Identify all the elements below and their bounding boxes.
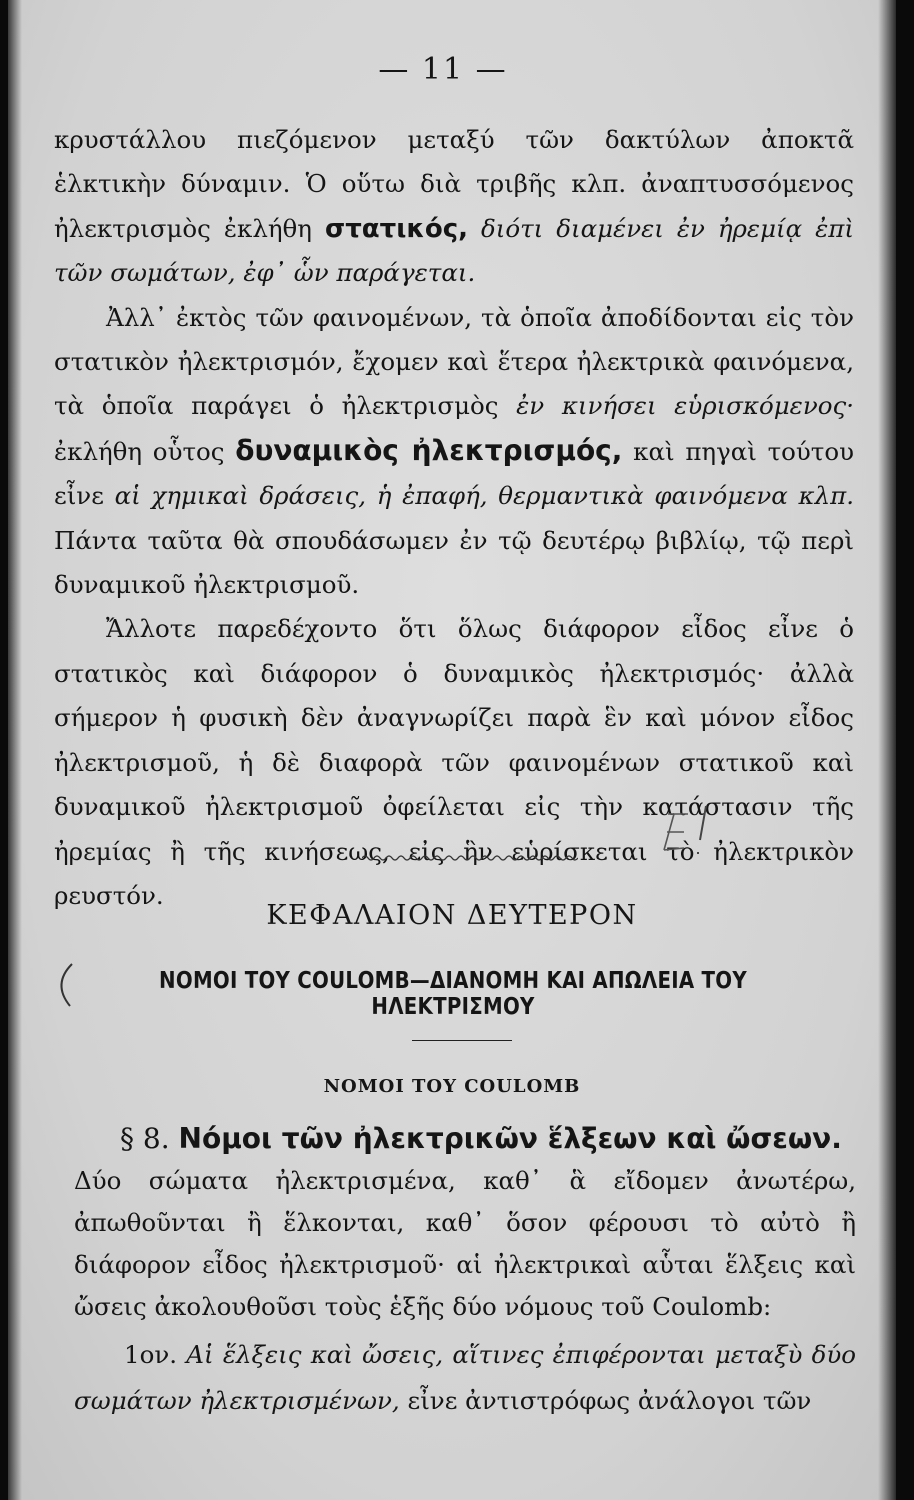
paragraph-3: Ἄλλοτε παρεδέχοντο ὅτι ὅλως διάφορον εἶδος εἶνε ὁ στατικὸς καὶ διάφορον ὁ δυναμικὸς ἠλεκτρισμός· ἀλλὰ σήμερον ἡ φυσικὴ δὲν ἀναγνωρίζει παρὰ ἓν καὶ μόνον εἶδος ἠλεκτρισμοῦ, ἡ δὲ διαφορὰ τῶν φαινομένων στατικοῦ καὶ δυναμικοῦ ἠλεκτρισμοῦ ὀφείλεται εἰς τὴν κατάστασιν τῆς ἠρεμίας ἢ τῆς κινήσεως, εἰς ἣν εὑρίσκεται τὸ ἠλεκτρικὸν ρευστόν.: [54, 614, 854, 910]
paragraph-2: Ἀλλ᾽ ἐκτὸς τῶν φαινομένων, τὰ ὁποῖα ἀποδίδονται εἰς τὸν στατικὸν ἠλεκτρισμόν, ἔχομεν καὶ ἕτερα ἠλεκτρικὰ φαινόμενα, τὰ ὁποῖα παράγει ὁ ἠλεκτρισμὸς ἐν κινήσει εὑρισκόμενος· ἐκλήθη οὗτος δυναμικὸς ἠλεκτρισμός, καὶ πηγαὶ τούτου εἶνε αἱ χημικαὶ δράσεις, ἡ ἐπαφή, θερμαντικὰ φαινόμενα κλπ. Πάντα ταῦτα θὰ σπουδάσωμεν ἐν τῷ δευτέρῳ βιβλίῳ, τῷ περὶ δυναμικοῦ ἠλεκτρισμοῦ.: [54, 302, 855, 600]
chapter-title: ΚΕΦΑΛΑΙΟΝ ΔΕΥΤΕΡΟΝ: [266, 900, 638, 931]
law-number: 1ον.: [124, 1340, 178, 1369]
page-edge-shadow: [878, 0, 896, 1500]
handwritten-note: [658, 800, 728, 860]
chapter-subtitle: ΝΟΜΟΙ ΤΟΥ COULOMB—ΔΙΑΝΟΜΗ ΚΑΙ ΑΠΩΛΕΙΑ ΤΟΥ ΗΛΕΚΤΡΙΣΜΟΥ: [159, 968, 747, 1020]
paragraph-heading: [120, 1122, 842, 1155]
bold-term-dynamic: δυναμικὸς ἠλεκτρισμός,: [235, 433, 623, 467]
section-title: Νόμοι τῶν ἠλεκτρικῶν ἕλξεων καὶ ὤσεων.: [178, 1122, 842, 1155]
wavy-divider: [362, 852, 578, 864]
book-page: [8, 0, 896, 1500]
paragraph-1: κρυστάλλου πιεζόμενον μεταξύ τῶν δακτύλων ἀποκτᾶ ἑλκτικὴν δύναμιν. Ὁ οὕτω διὰ τριβῆς κλπ. ἀναπτυσσόμενος ἠλεκτρισμὸς ἐκλήθη στατικός, διότι διαμένει ἐν ἠρεμίᾳ ἐπὶ τῶν σωμάτων, ἐφ᾽ ὧν παράγεται.: [54, 125, 854, 288]
pencil-mark: [48, 960, 78, 1010]
paragraph-4: Δύο σώματα ἠλεκτρισμένα, καθ᾽ ἃ εἴδομεν ἀνωτέρω, ἀπωθοῦνται ἢ ἕλκονται, καθ᾽ ὅσον φέρουσι τὸ αὐτὸ ἢ διάφορον εἶδος ἠλεκτρισμοῦ· αἱ ἠλεκτρικαὶ αὗται ἕλξεις καὶ ὤσεις ἀκολουθοῦσι τοὺς ἑξῆς δύο νόμους τοῦ Coulomb:: [74, 1166, 856, 1321]
body-text-block: [54, 118, 854, 918]
section-number: § 8.: [120, 1122, 170, 1155]
divider-rule: [412, 1040, 512, 1041]
page-edge-shadow: [8, 0, 22, 1500]
page-number: — 11 —: [378, 52, 508, 87]
section-heading: ΝΟΜΟΙ ΤΟΥ COULOMB: [323, 1076, 581, 1097]
bold-term-static: στατικός,: [324, 213, 469, 244]
paragraph-5: 1ον. Αἱ ἕλξεις καὶ ὤσεις, αἵτινες ἐπιφέρονται μεταξὺ δύο σωμάτων ἠλεκτρισμένων, εἶνε ἀντιστρόφως ἀνάλογοι τῶν: [74, 1340, 856, 1415]
